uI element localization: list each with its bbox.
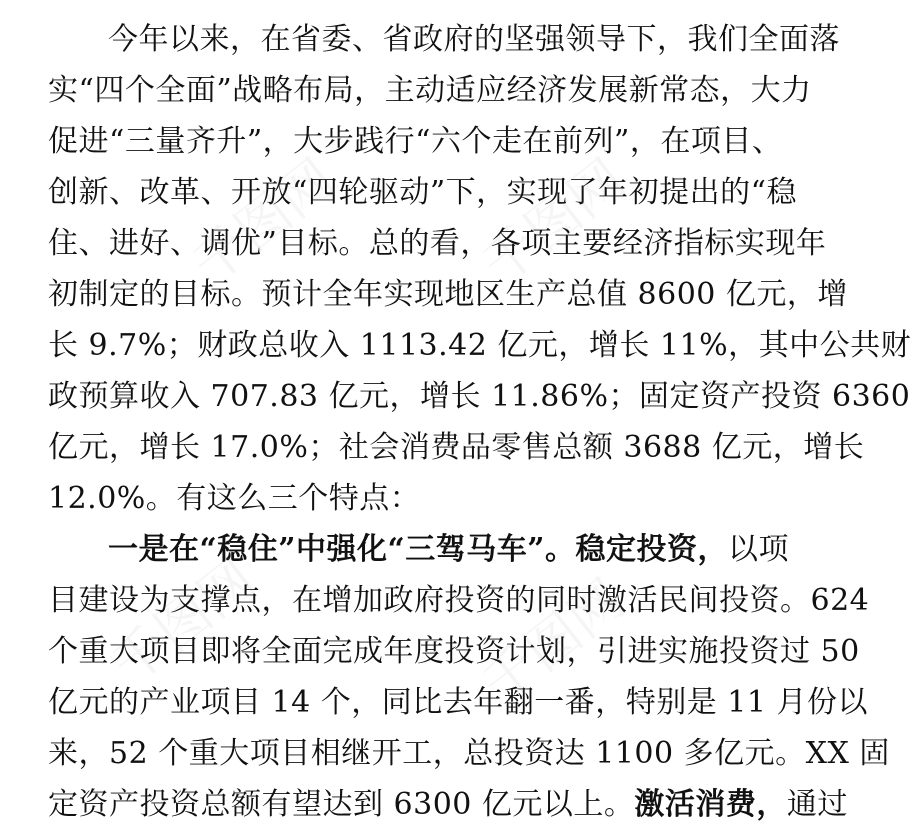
- paragraph2-last-line-bold: 激活消费，: [634, 787, 787, 822]
- paragraph2-subheading: 稳定投资，: [575, 532, 729, 567]
- paragraph2-heading: 一是在“稳住”中强化“三驾马车”。: [108, 532, 576, 567]
- paragraph1-line-10: 12.0%。有这么三个特点：: [48, 481, 421, 516]
- paragraph2-line-5: 来，52 个重大项目相继开工，总投资达 1100 多亿元。XX 固: [48, 736, 890, 771]
- paragraph2-line-4: 亿元的产业项目 14 个，同比去年翻一番，特别是 11 月份以: [48, 685, 868, 720]
- paragraph2-last-line-rest: 通过: [786, 787, 848, 822]
- paragraph2-line1-rest: 以项: [728, 532, 790, 567]
- paragraph1-line-9: 亿元，增长 17.0%；社会消费品零售总额 3688 亿元，增长: [48, 430, 865, 465]
- paragraph2-line-2: 目建设为支撑点，在增加政府投资的同时激活民间投资。624: [48, 583, 870, 618]
- paragraph2-line-6: [48, 781, 848, 829]
- watermark: 千图网: [180, 146, 347, 297]
- paragraph1-line-1: 今年以来，在省委、省政府的坚强领导下，我们全面落: [108, 22, 840, 57]
- paragraph2-line-1: [108, 526, 790, 574]
- paragraph1-line-3: 促进“三量齐升”，大步践行“六个走在前列”，在项目、: [48, 124, 783, 159]
- paragraph2-last-line-text: 定资产投资总额有望达到 6300 亿元以上。: [48, 787, 635, 822]
- paragraph1-line-7: 长 9.7%；财政总收入 1113.42 亿元，增长 11%，其中公共财: [48, 328, 911, 363]
- paragraph1-line-8: 政预算收入 707.83 亿元，增长 11.86%；固定资产投资 6360: [48, 379, 911, 414]
- paragraph1-line-4: 创新、改革、开放“四轮驱动”下，实现了年初提出的“稳: [48, 175, 798, 210]
- paragraph1-line-5: 住、进好、调优”目标。总的看，各项主要经济指标实现年: [48, 226, 827, 261]
- paragraph1-line-6: 初制定的目标。预计全年实现地区生产总值 8600 亿元，增: [48, 277, 848, 312]
- watermark: 千图网: [470, 146, 637, 297]
- watermark: 千图网: [470, 566, 637, 717]
- watermark: 千图网: [100, 546, 267, 697]
- paragraph2-line-3: 个重大项目即将全面完成年度投资计划，引进实施投资过 50: [48, 634, 860, 669]
- paragraph1-line-2: 实“四个全面”战略布局，主动适应经济发展新常态，大力: [48, 73, 812, 108]
